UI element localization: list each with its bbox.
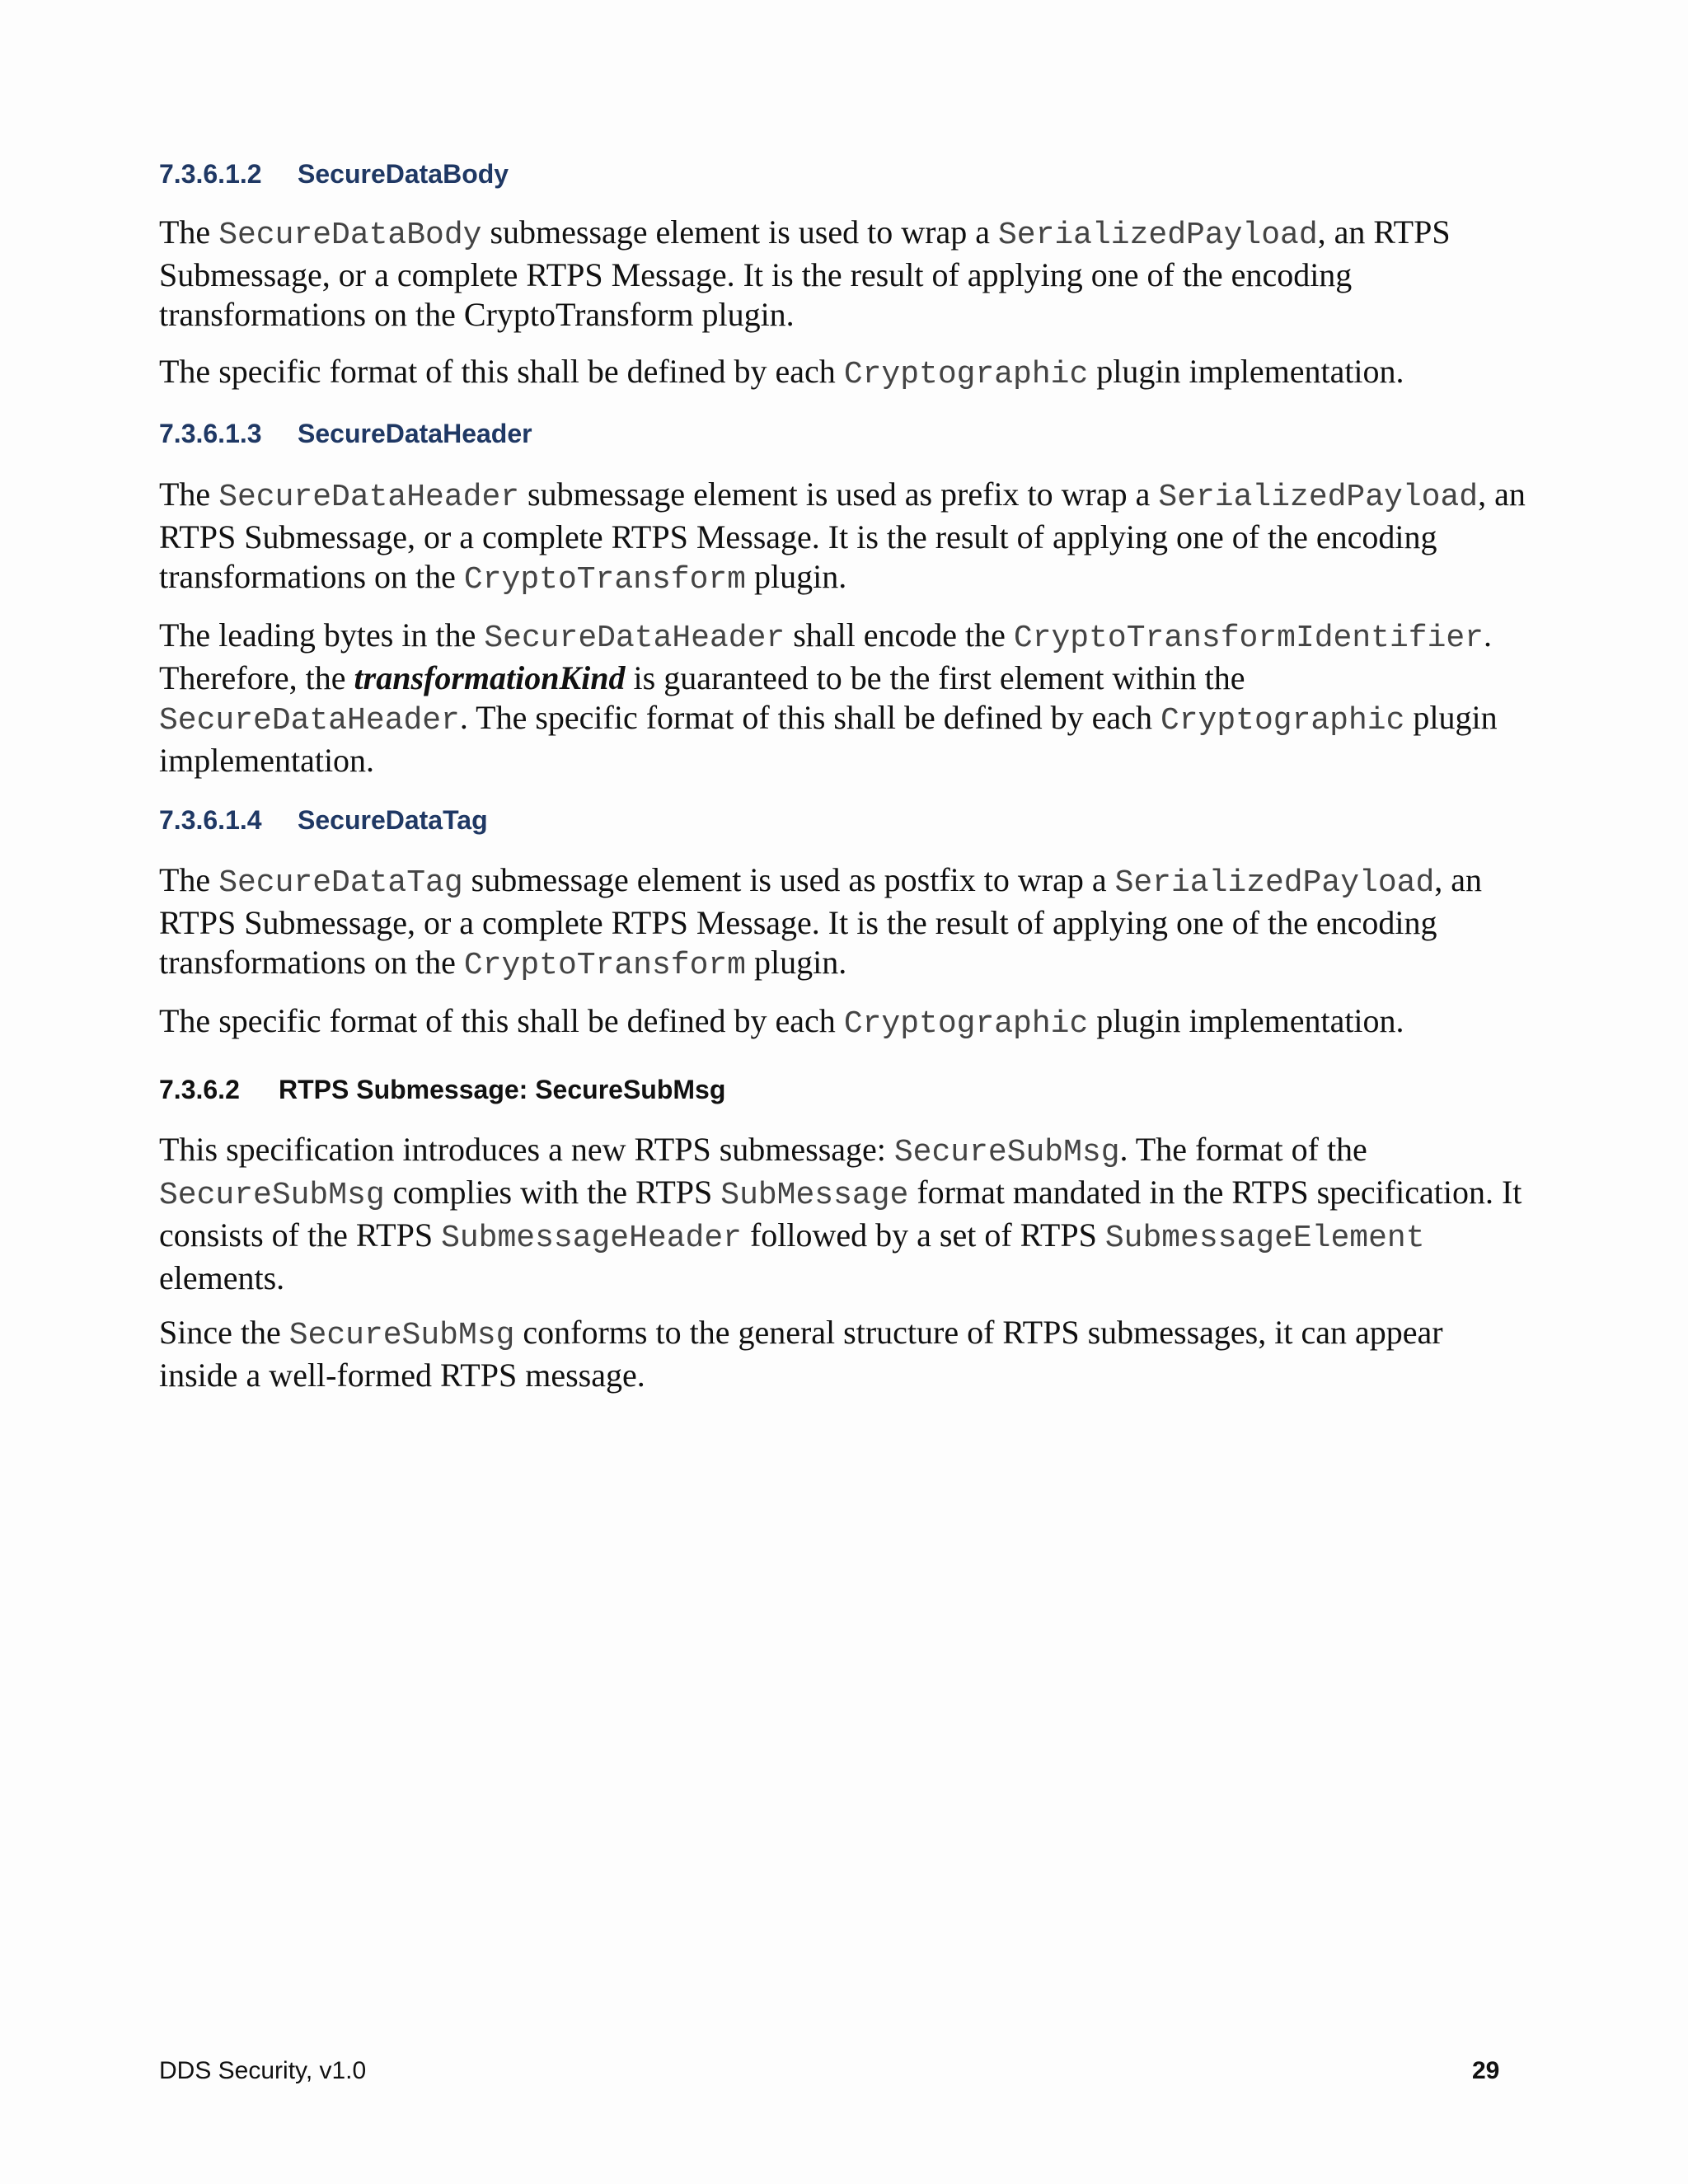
emphasis-term: transformationKind xyxy=(354,659,626,696)
text: followed by a set of RTPS xyxy=(741,1216,1105,1254)
paragraph xyxy=(159,860,1527,986)
text: submessage element is used as postfix to wrap a xyxy=(462,861,1115,898)
footer-page-number: 29 xyxy=(1472,2057,1500,2084)
code-term: SecureDataHeader xyxy=(218,480,520,515)
code-term: Cryptographic xyxy=(1160,703,1405,738)
paragraph xyxy=(159,475,1527,600)
code-term: SecureDataHeader xyxy=(159,703,460,738)
text: plugin implementation. xyxy=(1088,1002,1404,1039)
section-number: 7.3.6.1.4 xyxy=(159,805,262,835)
text: format mandated in the RTPS specification. It consists of the RTPS xyxy=(159,1174,1522,1254)
code-term: SubmessageElement xyxy=(1104,1221,1425,1256)
text: . Therefore, the xyxy=(159,616,1492,696)
code-term: SecureSubMsg xyxy=(159,1178,385,1213)
paragraph xyxy=(159,616,1527,780)
text: plugin implementation. xyxy=(159,699,1498,779)
text: plugin implementation. xyxy=(1088,353,1404,390)
text: submessage element is used as prefix to wrap a xyxy=(519,476,1159,513)
text: conforms to the general structure of RTPS submessages, it can appear inside a well-formed RTPS message. xyxy=(159,1314,1443,1394)
text: , an RTPS Submessage, or a complete RTPS Message. It is the result of applying one of the encoding transformations on the CryptoTransform plugin. xyxy=(159,213,1451,333)
section-heading-securedataheader xyxy=(159,419,532,449)
code-term: SerializedPayload xyxy=(1114,865,1435,901)
text: This specification introduces a new RTPS submessage: xyxy=(159,1131,894,1168)
code-term: SecureDataHeader xyxy=(484,621,785,656)
section-number: 7.3.6.1.2 xyxy=(159,159,262,189)
code-term: SubmessageHeader xyxy=(441,1221,742,1256)
section-title: RTPS Submessage: SecureSubMsg xyxy=(279,1075,726,1104)
code-term: CryptoTransform xyxy=(463,562,746,598)
text: The xyxy=(159,476,219,513)
code-term: Cryptographic xyxy=(843,357,1089,392)
text: plugin. xyxy=(745,944,847,981)
code-term: SecureDataBody xyxy=(218,218,482,253)
text: , an RTPS Submessage, or a complete RTPS Message. It is the result of applying one of the encoding transformations on the xyxy=(159,476,1526,595)
text: The xyxy=(159,213,219,251)
text: . The specific format of this shall be defined by each xyxy=(459,699,1160,736)
paragraph xyxy=(159,1001,1527,1044)
text: . The format of the xyxy=(1119,1131,1367,1168)
text: , an RTPS Submessage, or a complete RTPS Message. It is the result of applying one of the encoding transformations on the xyxy=(159,861,1483,981)
text: elements. xyxy=(159,1259,285,1296)
section-title: SecureDataBody xyxy=(298,159,509,189)
section-title: SecureDataTag xyxy=(298,805,488,835)
text: shall encode the xyxy=(785,616,1014,654)
paragraph xyxy=(159,1130,1527,1298)
text: plugin. xyxy=(745,558,847,595)
code-term: CryptoTransform xyxy=(463,948,746,983)
code-term: SecureDataTag xyxy=(218,865,463,901)
text: The specific format of this shall be defined by each xyxy=(159,1002,844,1039)
paragraph xyxy=(159,213,1527,335)
section-number: 7.3.6.2 xyxy=(159,1075,240,1104)
code-term: CryptoTransformIdentifier xyxy=(1013,621,1484,656)
section-heading-securesubmsg xyxy=(159,1075,725,1105)
text: is guaranteed to be the first element within the xyxy=(625,659,1245,696)
code-term: SubMessage xyxy=(720,1178,909,1213)
text: The xyxy=(159,861,219,898)
paragraph xyxy=(159,1313,1527,1395)
code-term: SecureSubMsg xyxy=(288,1318,515,1353)
section-number: 7.3.6.1.3 xyxy=(159,419,262,448)
text: The leading bytes in the xyxy=(159,616,485,654)
text: Since the xyxy=(159,1314,289,1351)
section-heading-securedatabody xyxy=(159,159,509,190)
footer-doc-title: DDS Security, v1.0 xyxy=(159,2057,367,2084)
section-title: SecureDataHeader xyxy=(298,419,532,448)
paragraph xyxy=(159,352,1527,395)
text: submessage element is used to wrap a xyxy=(481,213,998,251)
code-term: SerializedPayload xyxy=(1158,480,1479,515)
code-term: Cryptographic xyxy=(843,1006,1089,1042)
code-term: SerializedPayload xyxy=(997,218,1318,253)
text: The specific format of this shall be defined by each xyxy=(159,353,844,390)
section-heading-securedatatag xyxy=(159,805,488,836)
code-term: SecureSubMsg xyxy=(893,1135,1120,1170)
text: complies with the RTPS xyxy=(384,1174,721,1211)
